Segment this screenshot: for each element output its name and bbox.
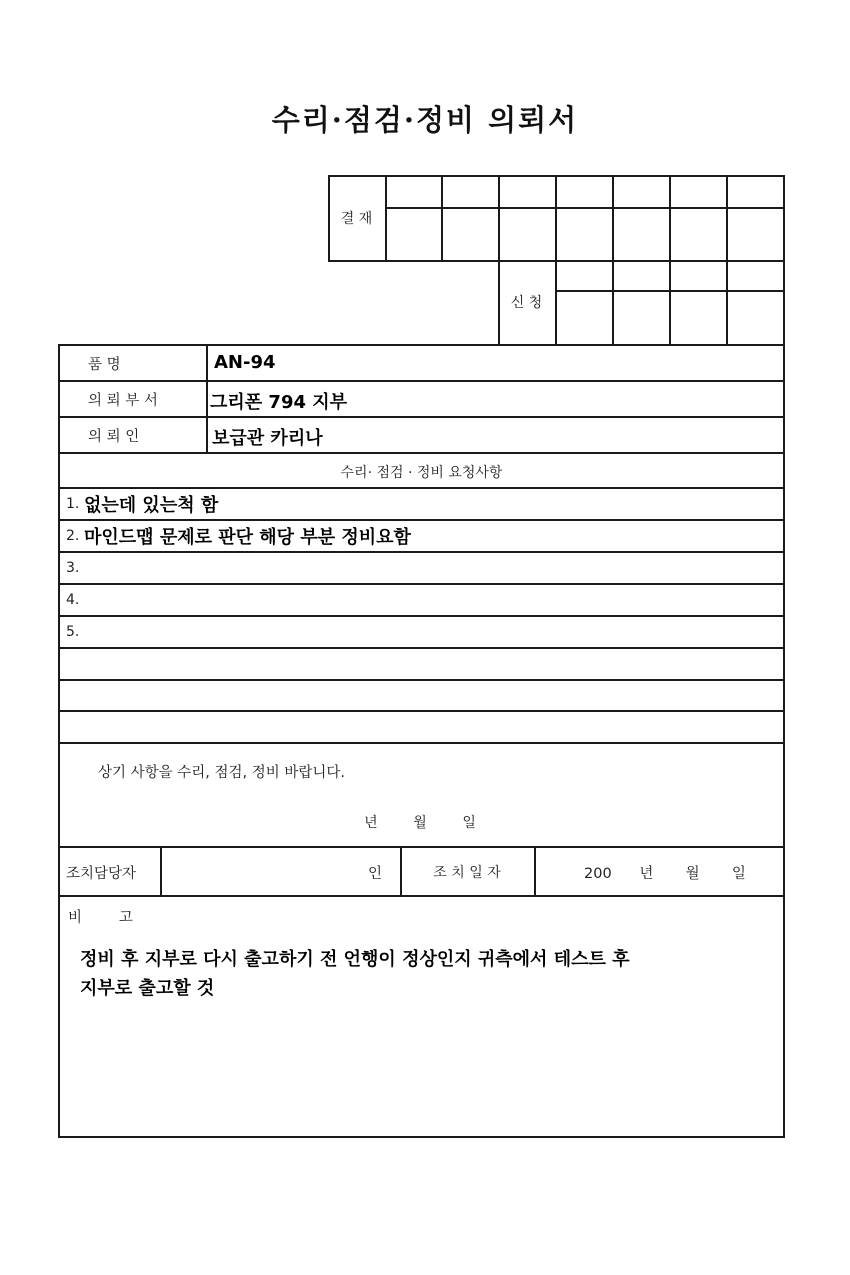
- request-header: 수리· 점검 · 정비 요청사항: [340, 465, 503, 481]
- req-dept-label: 의 뢰 부 서: [88, 393, 158, 409]
- apply-label: 신 청: [510, 295, 543, 311]
- request-number: 3.: [66, 560, 80, 576]
- handler-label: 조치담당자: [66, 866, 137, 882]
- request-date: 년 월 일: [364, 815, 476, 831]
- action-date-value: 200 년 월 일: [584, 866, 746, 882]
- remarks-label: 비 고: [68, 910, 133, 926]
- requester-value: 보급관 카리나: [212, 428, 323, 449]
- remarks-line-1: 정비 후 지부로 다시 출고하기 전 언행이 정상인지 귀측에서 테스트 후: [80, 949, 630, 970]
- item-name-value: AN-94: [214, 352, 276, 373]
- request-number: 5.: [66, 624, 80, 640]
- item-name-label: 품 명: [88, 357, 121, 373]
- request-text: 마인드맵 문제로 판단 해당 부분 정비요함: [84, 527, 411, 548]
- action-date-label: 조 치 일 자: [433, 865, 501, 881]
- req-dept-value: 그리폰 794 지부: [210, 392, 348, 413]
- request-number: 2.: [66, 528, 80, 544]
- requester-label: 의 뢰 인: [88, 429, 140, 445]
- remarks-line-2: 지부로 출고할 것: [80, 978, 215, 999]
- closing-text: 상기 사항을 수리, 점검, 정비 바랍니다.: [98, 765, 345, 781]
- seal-label: 인: [368, 866, 383, 882]
- request-number: 4.: [66, 592, 80, 608]
- approval-label: 결 재: [340, 211, 373, 227]
- request-number: 1.: [66, 496, 80, 512]
- request-text: 없는데 있는척 함: [84, 495, 219, 516]
- form-title: 수리·점검·정비 의뢰서: [271, 103, 579, 137]
